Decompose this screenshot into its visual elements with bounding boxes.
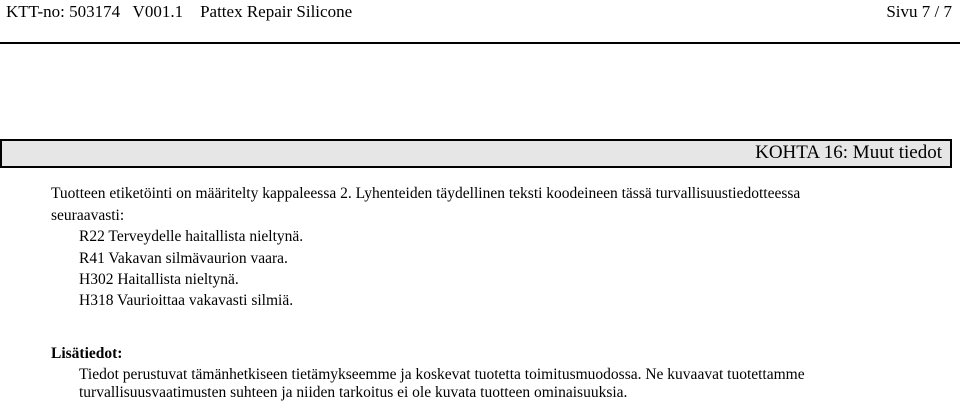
labelling-text-line-1: Tuotteen etiketöinti on määritelty kappaleessa 2. Lyhenteiden täydellinen teksti koodeineen tässä turvallisuustiedotteessa — [51, 185, 801, 202]
header-divider — [0, 42, 960, 44]
hazard-code-r41: R41 Vakavan silmävaurion vaara. — [79, 250, 288, 267]
document-id-title: KTT-no: 503174 V001.1 Pattex Repair Silicone — [6, 2, 353, 21]
hazard-code-h318: H318 Vaurioittaa vakavasti silmiä. — [79, 292, 294, 309]
additional-info-line-1: Tiedot perustuvat tämänhetkiseen tietämykseemme ja koskevat tuotetta toimitusmuodossa. Ne kuvaavat tuotettamme — [79, 366, 805, 383]
additional-info-line-2: turvallisuusvaatimusten suhteen ja niiden tarkoitus ei ole kuvata tuotteen ominaisuuksia. — [79, 384, 628, 401]
labelling-text-line-2: seuraavasti: — [51, 207, 125, 224]
page-number: Sivu 7 / 7 — [886, 2, 952, 21]
hazard-code-r22: R22 Terveydelle haitallista nieltynä. — [79, 228, 304, 245]
section-title: KOHTA 16: Muut tiedot — [755, 142, 942, 163]
hazard-code-h302: H302 Haitallista nieltynä. — [79, 271, 239, 288]
section-heading-bar — [0, 139, 952, 168]
additional-info-label: Lisätiedot: — [51, 345, 123, 362]
